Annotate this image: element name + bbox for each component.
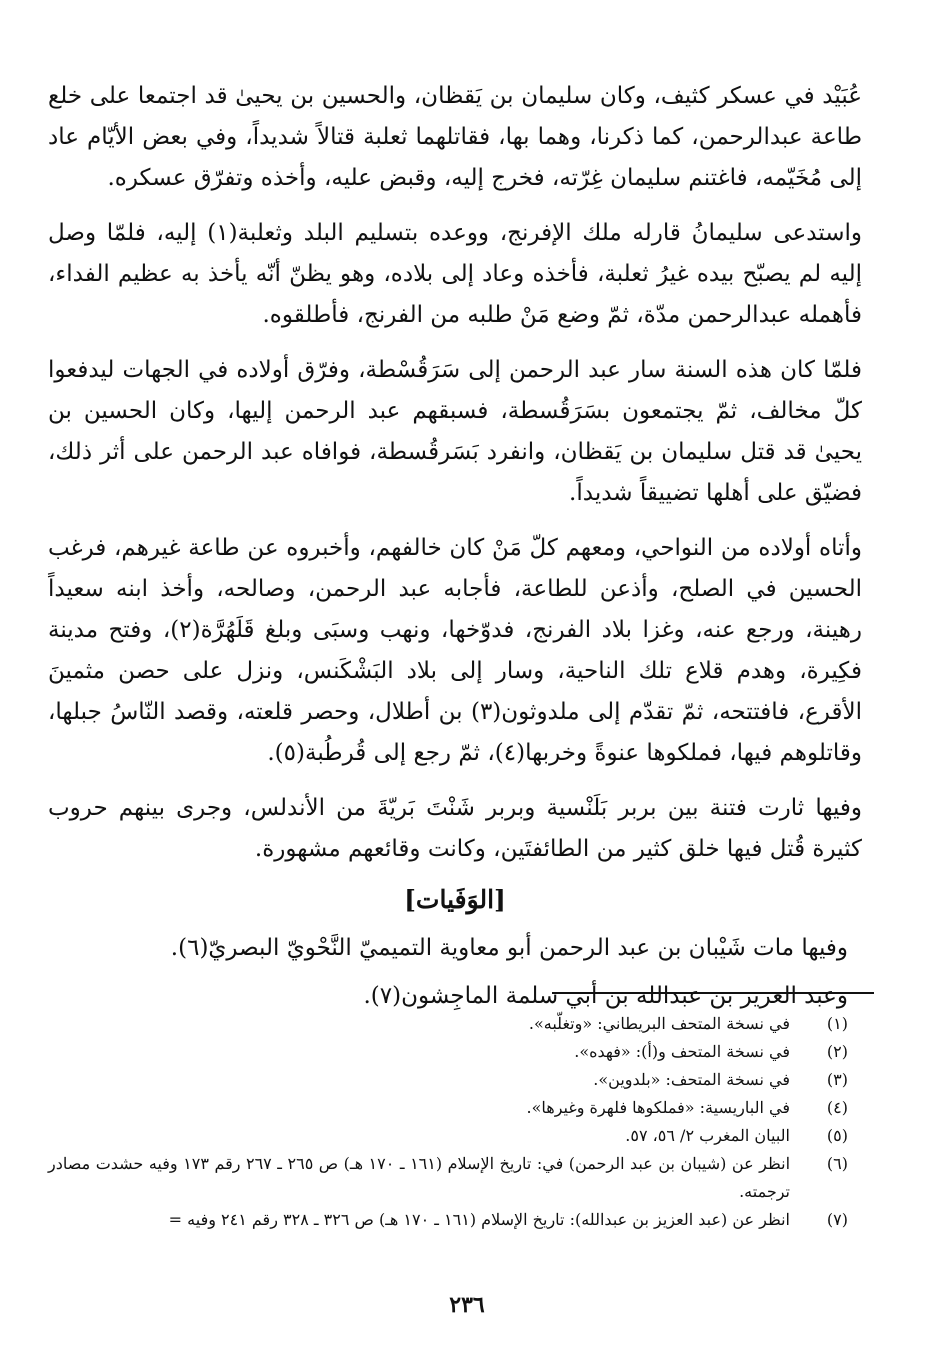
main-text: [48, 76, 862, 1020]
footnote-item: [48, 1010, 854, 1038]
page-number: ٢٣٦: [449, 1292, 485, 1318]
paragraph-4: وأتاه أولاده من النواحي، ومعهم كلّ مَنْ كان خالفهم، وأخبروه عن طاعة غيرهم، فرغب الحسين في الصلح، وأذعن للطاعة، فأجابه عبد الرحمن، وصالحه، وأخذ ابنه سعيداً رهينة، ورجع عنه، وغزا بلاد الفرنج، فدوّخها، ونهب وسبَى وبلغ قَلَهُرَّة(٢)، وفتح مدينة فكِيرة، وهدم قلاع تلك الناحية، وسار إلى بلاد البَشْكَنس، ونزل على حصن مثمينَ الأقرع، فافتتحه، ثمّ تقدّم إلى ملدوثون(٣) بن أطلال، وحصر قلعته، وقصد النّاسُ جبلها، وقاتلوهم فيها، فملكوها عنوةً وخربها(٤)، ثمّ رجع إلى قُرطُبة(٥).: [48, 535, 862, 766]
footnote-text: في الباريسية: «فملكوها فلهرة وغيرها».: [526, 1098, 790, 1117]
footnote-text: في نسخة المتحف و(أ): «فهده».: [574, 1042, 790, 1061]
footnote-number: (٧): [826, 1210, 848, 1229]
footnote-number: (٣): [826, 1070, 848, 1089]
obituary-2: وعبد العزيز بن عبدالله بن أبي سلمة الماجِشون(٧).: [363, 983, 848, 1009]
paragraph-5: وفيها ثارت فتنة بين بربر بَلَنْسية وبربر شَنْتَ بَريّةَ من الأندلس، وجرى بينهم حروب كثيرة قُتل فيها خلق كثير من الطائفتَين، وكانت وقائعهم مشهورة.: [48, 795, 862, 862]
footnote-text: البيان المغرب ٢/ ٥٦، ٥٧.: [625, 1126, 790, 1145]
footnote-number: (٦): [826, 1154, 848, 1173]
footnote-number: (١): [826, 1014, 848, 1033]
footnote-item: [48, 1094, 854, 1122]
footnote-divider: [552, 992, 874, 994]
footnote-item: [48, 1150, 854, 1206]
footnote-text: في نسخة المتحف البريطاني: «وتغلّبه».: [528, 1014, 790, 1033]
footnote-number: (٥): [826, 1126, 848, 1145]
paragraph-1: عُبَيْد في عسكر كثيف، وكان سليمان بن يَقظان، والحسين بن يحيىٰ قد اجتمعا على خلع طاعة عبدالرحمن، كما ذكرنا، وهما بها، فقاتلهما ثعلبة قتالاً شديداً، وفي بعض الأيّام عاد إلى مُخَيّمه، فاغتنم سليمان غِرّته، فخرج إليه، وقبض عليه، وأخذه وتفرّق عسكره.: [48, 83, 862, 191]
footnote-number: (٤): [826, 1098, 848, 1117]
footnote-text: في نسخة المتحف: «بلدوين».: [593, 1070, 790, 1089]
footnotes: [48, 1010, 854, 1234]
obituary-1: وفيها مات شَيْبان بن عبد الرحمن أبو معاوية التميميّ النَّحْويّ البصريّ(٦).: [170, 935, 848, 961]
footnote-item: [48, 1066, 854, 1094]
footnote-item: [48, 1206, 854, 1234]
footnote-item: [48, 1038, 854, 1066]
section-heading: [الوَفَيات]: [404, 885, 506, 914]
paragraph-3: فلمّا كان هذه السنة سار عبد الرحمن إلى سَرَقُسْطة، وفرّق أولاده في الجهات ليدفعوا كلّ مخالف، ثمّ يجتمعون بسَرَقُسطة، فسبقهم عبد الرحمن إليها، وكان الحسين بن يحيىٰ قد قتل سليمان بن يَقظان، وانفرد بَسَرقُسطة، فوافاه عبد الرحمن على أثر ذلك، فضيّق على أهلها تضييقاً شديداً.: [48, 357, 862, 506]
footnote-item: [48, 1122, 854, 1150]
footnote-text: انظر عن (شيبان بن عبد الرحمن) في: تاريخ الإسلام (١٦١ ـ ١٧٠ هـ) ص ٢٦٥ ـ ٢٦٧ رقم ١٧٣ وفيه حشدت مصادر ترجمته.: [48, 1154, 791, 1201]
footnote-text: انظر عن (عبد العزيز بن عبدالله): تاريخ الإسلام (١٦١ ـ ١٧٠ هـ) ص ٣٢٦ ـ ٣٢٨ رقم ٢٤١ وفيه =: [168, 1210, 790, 1229]
paragraph-2: واستدعى سليمانُ قارله ملك الإفرنج، ووعده بتسليم البلد وثعلبة(١) إليه، فلمّا وصل إليه لم يصبّح بيده غيرُ ثعلبة، فأخذه وعاد إلى بلاده، وهو يظنّ أنّه يأخذ به عظيم الفداء، فأهمله عبدالرحمن مدّة، ثمّ وضع مَنْ طلبه من الفرنج، فأطلقوه.: [48, 220, 862, 328]
footnote-number: (٢): [826, 1042, 848, 1061]
